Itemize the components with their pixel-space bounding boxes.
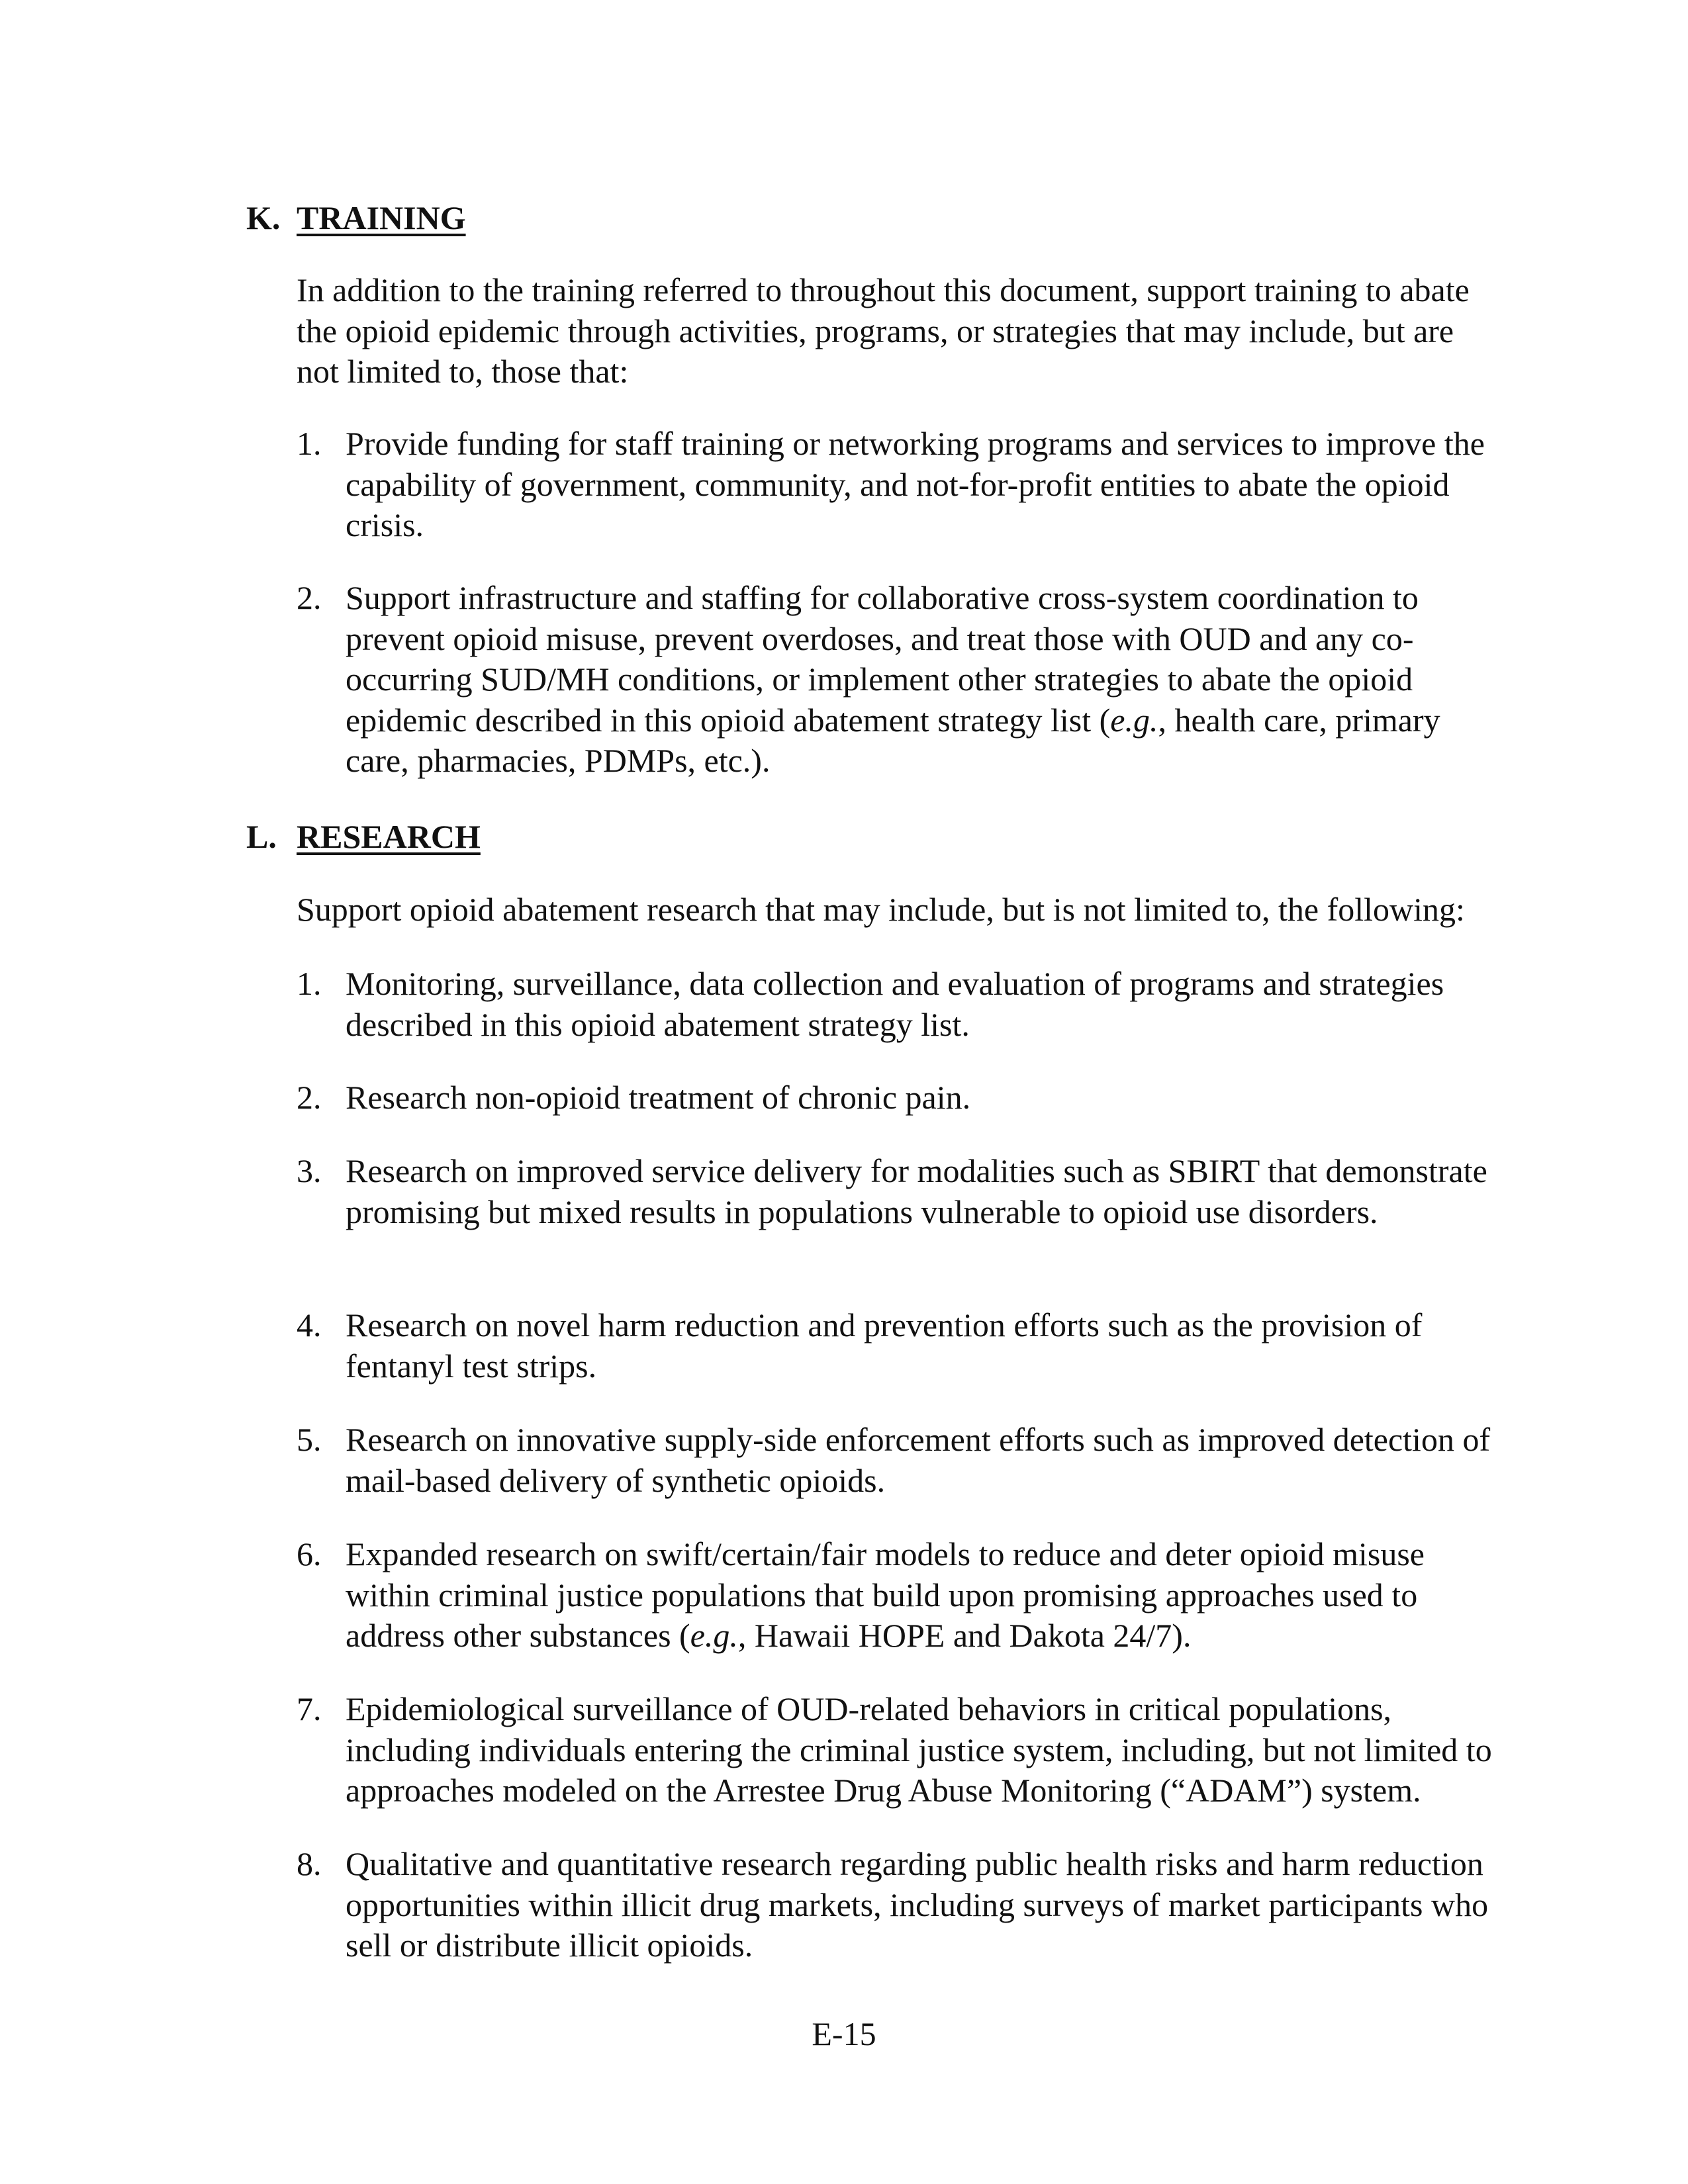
- list-item-text: Provide funding for staff training or networking programs and services to improve the capability of government, community, and not-for-profit entities to abate the opioid crisis.: [346, 425, 1485, 543]
- italic-abbrev: e.g.: [1110, 701, 1158, 739]
- list-item: [297, 1077, 1495, 1118]
- list-item-text: Research non-opioid treatment of chronic pain.: [346, 1079, 971, 1116]
- list-item: [297, 1689, 1495, 1811]
- list-item: [297, 1420, 1495, 1501]
- list-item: [297, 1844, 1495, 1966]
- list-item: [297, 1151, 1495, 1232]
- list-item-number: 8.: [297, 1845, 322, 1882]
- list-item-text: Research on innovative supply-side enforcement efforts such as improved detection of mail-based delivery of synthetic opioids.: [346, 1421, 1491, 1499]
- list-item-number: 7.: [297, 1690, 322, 1727]
- section-intro-training: In addition to the training referred to throughout this document, support training to abate the opioid epidemic through activities, programs, or strategies that may include, but are not limited to, those that:: [297, 271, 1470, 390]
- section-title: RESEARCH: [297, 818, 481, 855]
- list-item: [297, 964, 1495, 1045]
- list-item-number: 6.: [297, 1535, 322, 1572]
- list-item-number: 4.: [297, 1306, 322, 1343]
- list-item-text: Research on novel harm reduction and prevention efforts such as the provision of fentanyl test strips.: [346, 1306, 1423, 1385]
- section-intro-research: Support opioid abatement research that may include, but is not limited to, the following:: [297, 891, 1465, 928]
- section-heading-research: [246, 816, 481, 857]
- list-item-number: 5.: [297, 1421, 322, 1458]
- list-item-number: 1.: [297, 965, 322, 1002]
- list-item-text: Support infrastructure and staffing for collaborative cross-system coordination to prevent opioid misuse, prevent overdoses, and treat those with OUD and any co-occurring SUD/MH conditions, or implement other strategies to abate the opioid epidemic described in this opioid abatement strategy list (e.g., health care, primary care, pharmacies, PDMPs, etc.).: [346, 579, 1440, 779]
- list-item-number: 1.: [297, 425, 322, 462]
- list-item-number: 2.: [297, 579, 322, 616]
- section-letter: K.: [246, 199, 281, 236]
- list-item-number: 2.: [297, 1079, 322, 1116]
- section-heading-training: [246, 197, 466, 238]
- italic-abbrev: e.g.: [690, 1617, 738, 1654]
- list-item-text: Epidemiological surveillance of OUD-related behaviors in critical populations, including individuals entering the criminal justice system, including, but not limited to approaches modeled on the Arrestee Drug Abuse Monitoring (“ADAM”) system.: [346, 1690, 1492, 1809]
- list-item-text: Research on improved service delivery for modalities such as SBIRT that demonstrate promising but mixed results in populations vulnerable to opioid use disorders.: [346, 1152, 1487, 1230]
- list-item-number: 3.: [297, 1152, 322, 1189]
- list-item: [297, 424, 1495, 546]
- section-letter: L.: [246, 818, 277, 855]
- page-number: E-15: [812, 2015, 876, 2052]
- list-item: [297, 1534, 1495, 1657]
- list-item-text: Qualitative and quantitative research regarding public health risks and harm reduction opportunities within illicit drug markets, including surveys of market participants who sell or distribute illicit opioids.: [346, 1845, 1489, 1964]
- list-item-text: Expanded research on swift/certain/fair models to reduce and deter opioid misuse within criminal justice populations that build upon promising approaches used to address other substances (e.g., Hawaii HOPE and Dakota 24/7).: [346, 1535, 1425, 1654]
- list-item-text: Monitoring, surveillance, data collection and evaluation of programs and strategies described in this opioid abatement strategy list.: [346, 965, 1444, 1043]
- list-item: [297, 578, 1495, 782]
- list-item: [297, 1305, 1495, 1387]
- section-title: TRAINING: [297, 199, 466, 236]
